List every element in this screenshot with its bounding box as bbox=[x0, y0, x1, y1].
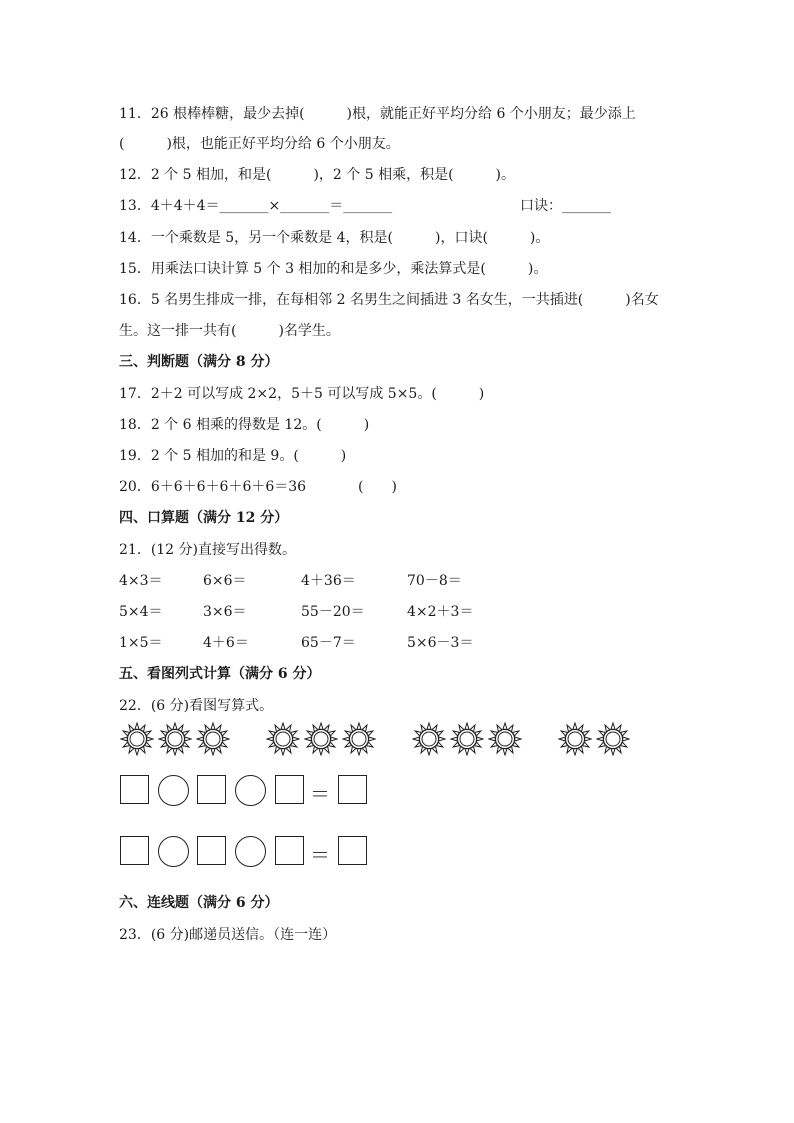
sun-icon bbox=[120, 722, 154, 756]
equals-sign: ＝ bbox=[310, 843, 330, 867]
answer-box[interactable] bbox=[197, 836, 226, 865]
section-4-title: 四、口算题（满分 12 分） bbox=[119, 510, 289, 526]
operator-circle[interactable] bbox=[158, 775, 189, 806]
q22: 22．(6 分)看图写算式。 bbox=[119, 698, 274, 714]
oral-item: 70－8＝ bbox=[407, 573, 462, 589]
equation-row-2 bbox=[120, 836, 380, 868]
q14: 14．一个乘数是 5，另一个乘数是 4，积是( )，口诀( )。 bbox=[119, 230, 550, 246]
q11-line2: ( )根，也能正好平均分给 6 个小朋友。 bbox=[119, 136, 400, 152]
oral-item: 4×3＝ bbox=[119, 573, 163, 589]
sun-icon bbox=[196, 722, 230, 756]
oral-item: 4＋6＝ bbox=[203, 635, 249, 651]
operator-circle[interactable] bbox=[158, 836, 189, 867]
q16-line1: 16．5 名男生排成一排，在每相邻 2 名男生之间插进 3 名女生，一共插进( )名女 bbox=[119, 292, 659, 308]
q16-line2: 生。这一排一共有( )名学生。 bbox=[119, 323, 340, 339]
q20-bracket: ( ) bbox=[358, 479, 397, 495]
equation-row-1 bbox=[120, 775, 380, 807]
q13: 13．4＋4＋4＝_______×_______＝_______ bbox=[119, 198, 393, 214]
answer-box[interactable] bbox=[120, 836, 149, 865]
oral-item: 4＋36＝ bbox=[301, 573, 356, 589]
q19: 19．2 个 5 相加的和是 9。( ) bbox=[119, 448, 347, 464]
sun-icon bbox=[596, 722, 630, 756]
answer-box[interactable] bbox=[338, 775, 367, 804]
oral-item: 1×5＝ bbox=[119, 635, 163, 651]
sun-icon bbox=[304, 722, 338, 756]
oral-row-3 bbox=[119, 633, 679, 653]
oral-row-1 bbox=[119, 571, 679, 591]
oral-item: 5×4＝ bbox=[119, 604, 163, 620]
sun-icon bbox=[450, 722, 484, 756]
oral-item: 5×6－3＝ bbox=[407, 635, 474, 651]
answer-box[interactable] bbox=[275, 836, 304, 865]
q20: 20．6＋6＋6＋6＋6＋6＝36 bbox=[119, 479, 307, 495]
equals-sign: ＝ bbox=[310, 782, 330, 806]
q17: 17．2＋2 可以写成 2×2，5＋5 可以写成 5×5。( ) bbox=[119, 386, 485, 402]
sun-icon bbox=[558, 722, 592, 756]
q11-line1: 11．26 根棒棒糖，最少去掉( )根，就能正好平均分给 6 个小朋友；最少添上 bbox=[119, 106, 636, 122]
operator-circle[interactable] bbox=[235, 836, 266, 867]
answer-box[interactable] bbox=[120, 775, 149, 804]
sun-icon bbox=[158, 722, 192, 756]
sun-picture bbox=[120, 722, 640, 762]
section-6-title: 六、连线题（满分 6 分） bbox=[119, 895, 279, 911]
q21: 21．(12 分)直接写出得数。 bbox=[119, 542, 297, 558]
q23: 23．(6 分)邮递员送信。（连一连） bbox=[119, 927, 337, 943]
q18: 18．2 个 6 相乘的得数是 12。( ) bbox=[119, 417, 370, 433]
q12: 12．2 个 5 相加，和是( )，2 个 5 相乘，积是( )。 bbox=[119, 167, 515, 183]
oral-item: 65－7＝ bbox=[301, 635, 356, 651]
answer-box[interactable] bbox=[338, 836, 367, 865]
oral-item: 6×6＝ bbox=[203, 573, 247, 589]
sun-icon bbox=[266, 722, 300, 756]
sun-icon bbox=[342, 722, 376, 756]
operator-circle[interactable] bbox=[235, 775, 266, 806]
oral-item: 55－20＝ bbox=[301, 604, 365, 620]
oral-row-2 bbox=[119, 602, 679, 622]
sun-icon bbox=[488, 722, 522, 756]
section-3-title: 三、判断题（满分 8 分） bbox=[119, 354, 279, 370]
answer-box[interactable] bbox=[275, 775, 304, 804]
answer-box[interactable] bbox=[197, 775, 226, 804]
section-5-title: 五、看图列式计算（满分 6 分） bbox=[119, 666, 321, 682]
sun-icon bbox=[412, 722, 446, 756]
oral-item: 4×2＋3＝ bbox=[407, 604, 474, 620]
q13-mnemonic: 口诀：_______ bbox=[520, 198, 611, 214]
q15: 15．用乘法口诀计算 5 个 3 相加的和是多少，乘法算式是( )。 bbox=[119, 261, 548, 277]
oral-item: 3×6＝ bbox=[203, 604, 247, 620]
